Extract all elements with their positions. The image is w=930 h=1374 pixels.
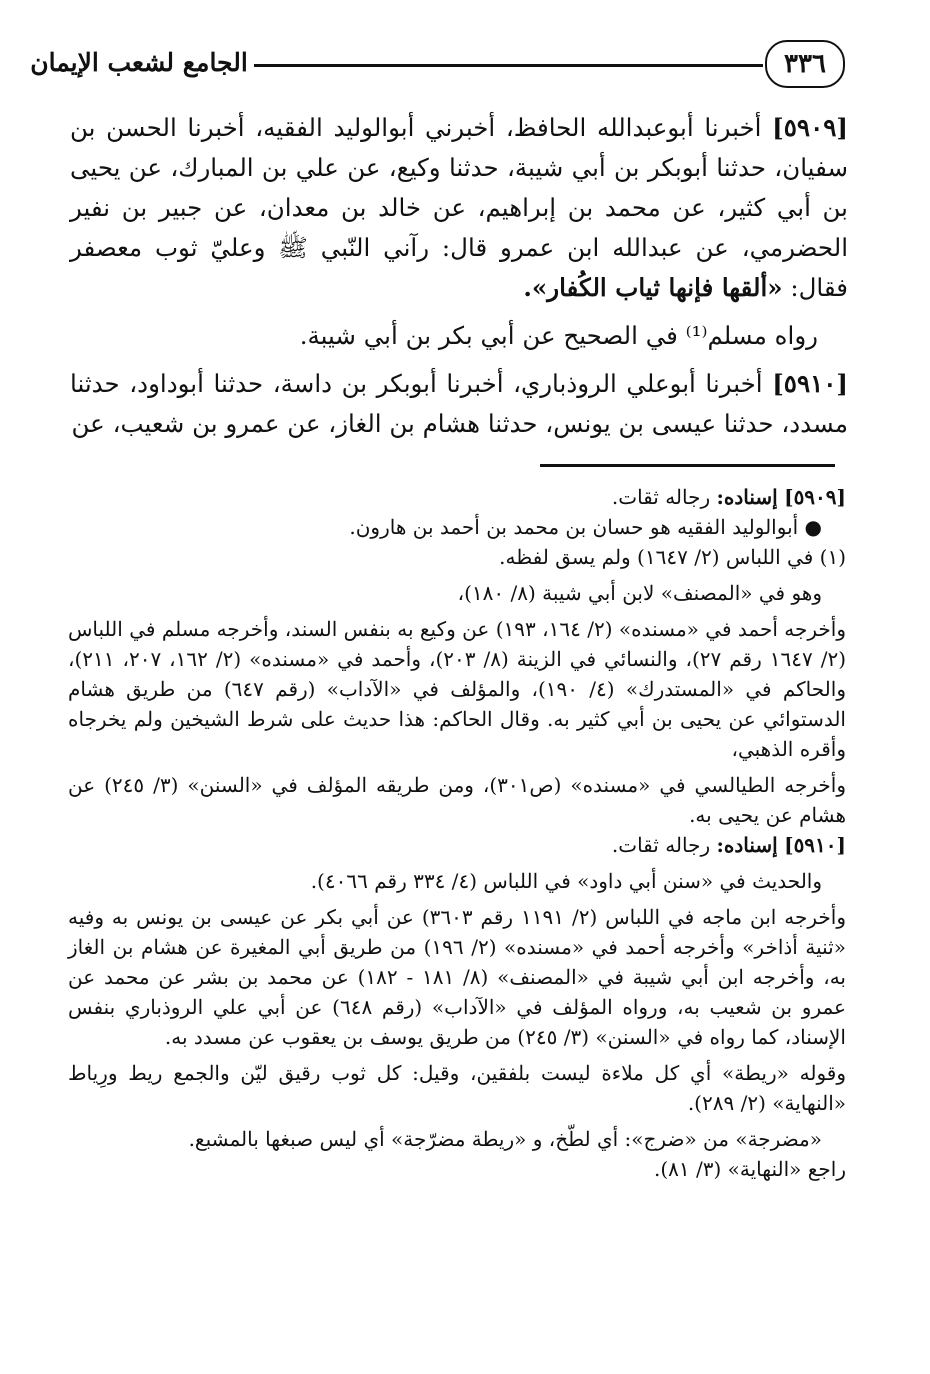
book-title: الجامع لشعب الإيمان	[30, 48, 248, 77]
note-number: [٥٩١٠]	[784, 833, 846, 857]
note-number: [٥٩٠٩]	[784, 485, 846, 509]
page-number: ٣٣٦	[765, 40, 845, 88]
reference-line: راجع «النهاية» (٣/ ٨١).	[653, 1157, 846, 1181]
footnote-1-line-2: وهو في «المصنف» لابن أبي شيبة (٨/ ١٨٠)،	[457, 581, 822, 605]
rayta-explanation: وقوله «ريطة» أي كل ملاءة ليست بلفقين، وقيل: كل ثوب رقيق ليّن والجمع ريط ورِياط «النهاية» (٢/ ٢٨٩).	[68, 1061, 846, 1115]
mudarraja-explanation: «مضرجة» من «ضرج»: أي لطّخ، و «ريطة مضرّجة» أي ليس صبغها بالمشبع.	[188, 1127, 822, 1151]
footnote-1-paragraph-4: وأخرجه الطيالسي في «مسنده» (ص٣٠١)، ومن طريقه المؤلف في «السنن» (٣/ ٢٤٥) عن هشام عن يحيى به.	[68, 773, 846, 827]
hadith-text: أخبرنا أبوعلي الروذباري، أخبرنا أبوبكر بن داسة، حدثنا أبوداود، حدثنا مسدد، حدثنا عيسى بن يونس، حدثنا هشام بن الغاز، عن عمرو بن شعيب، عن	[70, 369, 848, 438]
footnotes	[68, 482, 846, 1184]
note-5910-paragraph-3: وأخرجه ابن ماجه في اللباس (٢/ ١١٩١ رقم ٣٦٠٣) عن أبي بكر عن عيسى بن يونس به وفيه «ثنية أذاخر» وأخرجه أحمد في «مسنده» (٢/ ١٩٦) من طريق أبي المغيرة عن هشام بن الغاز به، وأخرجه ابن أبي شيبة في «المصنف» (٨/ ١٨١ - ١٨٢) عن محمد بن بشر عن محمد عن عمرو بن شعيب به، ورواه المؤلف في «الآداب» (رقم ٦٤٨) عن أبي علي الروذباري بنفس الإسناد، كما رواه في «السنن» (٣/ ٢٤٥) من طريق يوسف بن يعقوب عن مسدد به.	[68, 905, 846, 1049]
note-5909-header	[68, 482, 846, 512]
note-5910-header	[68, 830, 846, 860]
main-text	[70, 108, 848, 444]
hadith-quote: «ألقها فإنها ثياب الكُفار».	[523, 273, 783, 302]
hadith-number: [٥٩١٠]	[772, 369, 849, 398]
page-header	[30, 40, 845, 100]
note-label: إسناده:	[716, 485, 778, 509]
hadith-5910	[70, 364, 848, 444]
hadith-5909	[70, 108, 848, 308]
note-text: رجاله ثقات.	[611, 833, 711, 857]
riwaya-note: رواه مسلم⁽¹⁾ في الصحيح عن أبي بكر بن أبي شيبة.	[299, 321, 818, 350]
footnote-separator	[540, 464, 835, 467]
hadith-number: [٥٩٠٩]	[772, 113, 848, 142]
header-rule	[254, 64, 763, 67]
note-5910-line-2: والحديث في «سنن أبي داود» في اللباس (٤/ ٣٣٤ رقم ٤٠٦٦).	[310, 869, 822, 893]
note-label: إسناده:	[716, 833, 778, 857]
footnote-1-line-1: (١) في اللباس (٢/ ١٦٤٧) ولم يسق لفظه.	[499, 545, 846, 569]
hadith-text: أخبرنا أبوعبدالله الحافظ، أخبرني أبوالوليد الفقيه، أخبرنا الحسن بن سفيان، حدثنا أبوبكر بن أبي شيبة، حدثنا وكيع، عن علي بن المبارك، عن يحيى بن أبي كثير، عن محمد بن إبراهيم، عن خالد بن معدان، عن جبير بن نفير الحضرمي، عن عبدالله ابن عمرو قال: رآني النّبي ﷺ وعليّ ثوب معصفر فقال:	[70, 113, 848, 302]
note-text: رجاله ثقات.	[611, 485, 711, 509]
footnote-1-paragraph-3: وأخرجه أحمد في «مسنده» (٢/ ١٦٤، ١٩٣) عن وكيع به بنفس السند، وأخرجه مسلم في اللباس (٢/ ١٦٤٧ رقم ٢٧)، والنسائي في الزينة (٨/ ٢٠٣)، وأحمد في «مسنده» (٢/ ١٦٢، ٢٠٧، ٢١١)، والحاكم في «المستدرك» (٤/ ١٩٠)، والمؤلف في «الآداب» (رقم ٦٤٧) من طريق هشام الدستوائي عن يحيى بن أبي كثير به. وقال الحاكم: هذا حديث على شرط الشيخين ولم يخرجاه وأقره الذهبي،	[68, 617, 847, 761]
bullet-note: ● أبوالوليد الفقيه هو حسان بن محمد بن أحمد بن هارون.	[349, 515, 822, 539]
